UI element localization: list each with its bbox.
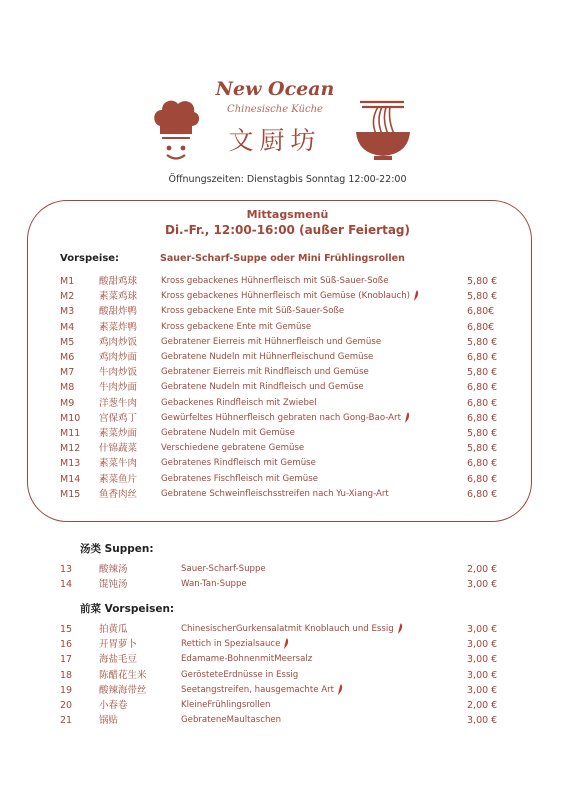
lunch-menu-time: Di.-Fr., 12:00-16:00 (außer Feiertag) — [164, 223, 410, 237]
item-description: Gebratene Nudeln mit Gemüse — [161, 428, 295, 438]
soups-section-title: 汤类 Suppen: — [80, 543, 154, 555]
chili-icon — [413, 290, 419, 301]
item-description: Kross gebackene Ente mit Gemüse — [161, 321, 312, 332]
chili-icon — [404, 412, 410, 423]
menu-item-row — [0, 320, 575, 335]
item-chinese-name: 鱼香肉丝 — [99, 488, 138, 500]
menu-item-row — [0, 335, 575, 350]
menu-item-row — [0, 622, 575, 637]
item-chinese-name: 素菜炸鸭 — [99, 321, 138, 333]
item-description: Kross gebackene Ente mit Süß-Sauer-Soße — [161, 306, 345, 317]
menu-item-row — [0, 652, 575, 667]
item-price: 6,80 € — [467, 352, 498, 363]
lunch-starter-text: Sauer-Scharf-Suppe oder Mini Frühlingsrollen — [160, 253, 405, 264]
menu-item-row — [0, 441, 575, 456]
item-code: 16 — [60, 639, 73, 651]
item-chinese-name: 开胃萝卜 — [99, 639, 138, 651]
item-price: 6,80€ — [467, 306, 495, 318]
item-chinese-name: 酸辣海带丝 — [99, 684, 147, 696]
item-chinese-name: 素菜炒面 — [99, 428, 138, 439]
starters-section-title: 前菜 Vorspeisen: — [80, 603, 175, 615]
item-price: 2,00 € — [467, 700, 498, 711]
menu-item-row — [0, 577, 575, 592]
item-code: 19 — [60, 684, 73, 696]
item-chinese-name: 拍黄瓜 — [99, 624, 128, 635]
item-description: ChinesischerGurkensalatmit Knoblauch und Essig — [181, 622, 403, 637]
item-code: M11 — [60, 428, 81, 439]
item-chinese-name: 鸡肉炒饭 — [99, 336, 138, 348]
item-description: Gebratene Nudeln mit Hühnerfleischund Gemüse — [161, 352, 374, 362]
item-price: 6,80 € — [467, 397, 498, 409]
item-chinese-name: 酸甜炸鸭 — [99, 306, 138, 318]
item-chinese-name: 什锦蔬菜 — [99, 443, 138, 455]
item-price: 5,80 € — [467, 428, 498, 439]
menu-item-row — [0, 713, 575, 728]
menu-item-row — [0, 472, 575, 487]
item-price: 3,00 € — [467, 639, 498, 651]
item-price: 5,80 € — [467, 443, 498, 455]
item-price: 3,00 € — [467, 579, 498, 591]
item-chinese-name: 馄饨汤 — [99, 579, 128, 591]
item-code: M10 — [60, 412, 81, 424]
item-description: Gewürfeltes Hühnerfleisch gebraten nach Gong-Bao-Art — [161, 411, 410, 426]
item-code: M13 — [60, 458, 81, 470]
item-description: Gebratenes Rindfleisch mit Gemüse — [161, 458, 316, 469]
item-code: 20 — [60, 700, 73, 711]
item-price: 6,80 € — [467, 488, 498, 500]
item-code: M9 — [60, 397, 75, 409]
chef-hat-face-icon — [152, 96, 200, 164]
item-description: Verschiedene gebratene Gemüse — [161, 443, 305, 454]
restaurant-chinese-name: 文厨坊 — [228, 126, 322, 155]
item-price: 6,80 € — [467, 458, 498, 470]
item-chinese-name: 牛肉炒饭 — [99, 367, 138, 379]
item-code: M4 — [60, 321, 75, 333]
menu-item-row — [0, 274, 575, 289]
item-description: Gebratener Eierreis mit Hühnerfleisch und Gemüse — [161, 336, 382, 347]
lunch-menu-title: Mittagsmenü — [246, 208, 329, 221]
item-code: M2 — [60, 291, 75, 303]
item-code: M1 — [60, 276, 75, 287]
item-description: Rettich in Spezialsauce — [181, 637, 289, 652]
restaurant-name: New Ocean — [215, 78, 335, 100]
item-price: 6,80 € — [467, 473, 498, 485]
item-price: 5,80 € — [467, 291, 498, 303]
item-code: M3 — [60, 306, 75, 318]
item-chinese-name: 素菜鸡球 — [99, 291, 138, 303]
item-code: 13 — [60, 564, 73, 575]
menu-item-row — [0, 289, 575, 304]
item-code: 15 — [60, 624, 73, 635]
item-price: 3,00 € — [467, 669, 498, 681]
item-chinese-name: 素菜牛肉 — [99, 458, 138, 470]
menu-item-row — [0, 380, 575, 395]
item-price: 6,80 € — [467, 382, 498, 394]
item-chinese-name: 小春卷 — [99, 700, 128, 711]
item-description: Kross gebackenes Hühnerfleisch mit Gemüse (Knoblauch) — [161, 289, 419, 304]
item-chinese-name: 牛肉炒面 — [99, 382, 138, 394]
item-price: 3,00 € — [467, 715, 498, 727]
item-chinese-name: 陈醋花生米 — [99, 669, 147, 681]
restaurant-subtitle: Chinesische Küche — [227, 104, 323, 115]
item-description: Wan-Tan-Suppe — [181, 579, 247, 590]
menu-item-row — [0, 698, 575, 713]
item-price: 5,80 € — [467, 336, 498, 348]
item-description: GebrateneMaultaschen — [181, 715, 282, 726]
item-description: GerösteteErdnüsse in Essig — [181, 669, 299, 680]
menu-item-row — [0, 304, 575, 319]
item-chinese-name: 素菜鱼片 — [99, 473, 138, 485]
opening-hours: Öffnungszeiten: Dienstagbis Sonntag 12:00-22:00 — [168, 174, 407, 185]
item-description: Gebratene Nudeln mit Rindfleisch und Gemüse — [161, 382, 364, 393]
item-price: 3,00 € — [467, 654, 498, 666]
item-chinese-name: 洋葱牛肉 — [99, 397, 138, 409]
item-code: 14 — [60, 579, 73, 591]
menu-item-row — [0, 668, 575, 683]
menu-item-row — [0, 350, 575, 365]
item-code: 17 — [60, 654, 73, 666]
menu-item-row — [0, 396, 575, 411]
menu-item-row — [0, 456, 575, 471]
item-description: Gebratener Eierreis mit Rindfleisch und Gemüse — [161, 367, 369, 378]
item-code: 21 — [60, 715, 73, 727]
item-price: 6,80€ — [467, 321, 495, 333]
item-chinese-name: 鸡肉炒面 — [99, 352, 138, 363]
item-chinese-name: 宫保鸡丁 — [99, 412, 138, 424]
item-description: Gebratenes Fischfleisch mit Gemüse — [161, 473, 319, 484]
item-chinese-name: 酸辣汤 — [99, 564, 128, 575]
chili-icon — [283, 638, 289, 649]
menu-item-row — [0, 411, 575, 426]
lunch-starter-label: Vorspeise: — [60, 253, 120, 264]
item-price: 6,80 € — [467, 412, 498, 424]
menu-item-row — [0, 562, 575, 577]
chili-icon — [337, 684, 343, 695]
menu-item-row — [0, 365, 575, 380]
item-chinese-name: 海盐毛豆 — [99, 654, 138, 666]
item-chinese-name: 酸甜鸡球 — [99, 276, 138, 287]
item-code: M8 — [60, 382, 75, 394]
item-code: M6 — [60, 352, 75, 363]
menu-item-row — [0, 426, 575, 441]
item-price: 5,80 € — [467, 367, 498, 379]
item-description: Gebratene Schweinfleischsstreifen nach Yu-Xiang-Art — [161, 488, 389, 499]
item-code: M14 — [60, 473, 81, 485]
item-code: 18 — [60, 669, 73, 681]
noodle-bowl-icon — [352, 98, 414, 162]
item-code: M7 — [60, 367, 75, 379]
item-price: 3,00 € — [467, 624, 498, 635]
menu-item-row — [0, 487, 575, 502]
item-code: M5 — [60, 336, 75, 348]
item-description: Seetangstreifen, hausgemachte Art — [181, 683, 343, 698]
menu-item-row — [0, 683, 575, 698]
chili-icon — [397, 623, 403, 634]
item-description: KleineFrühlingsrollen — [181, 700, 271, 710]
menu-item-row — [0, 637, 575, 652]
item-description: Gebackenes Rindfleisch mit Zwiebel — [161, 397, 317, 408]
item-code: M12 — [60, 443, 81, 455]
item-code: M15 — [60, 488, 81, 500]
item-price: 3,00 € — [467, 684, 498, 696]
item-price: 5,80 € — [467, 276, 498, 287]
item-description: Kross gebackenes Hühnerfleisch mit Süß-Sauer-Soße — [161, 276, 389, 286]
item-price: 2,00 € — [467, 564, 498, 575]
item-description: Edamame-BohnenmitMeersalz — [181, 654, 313, 665]
item-chinese-name: 锅贴 — [99, 715, 119, 727]
item-description: Sauer-Scharf-Suppe — [181, 564, 266, 574]
